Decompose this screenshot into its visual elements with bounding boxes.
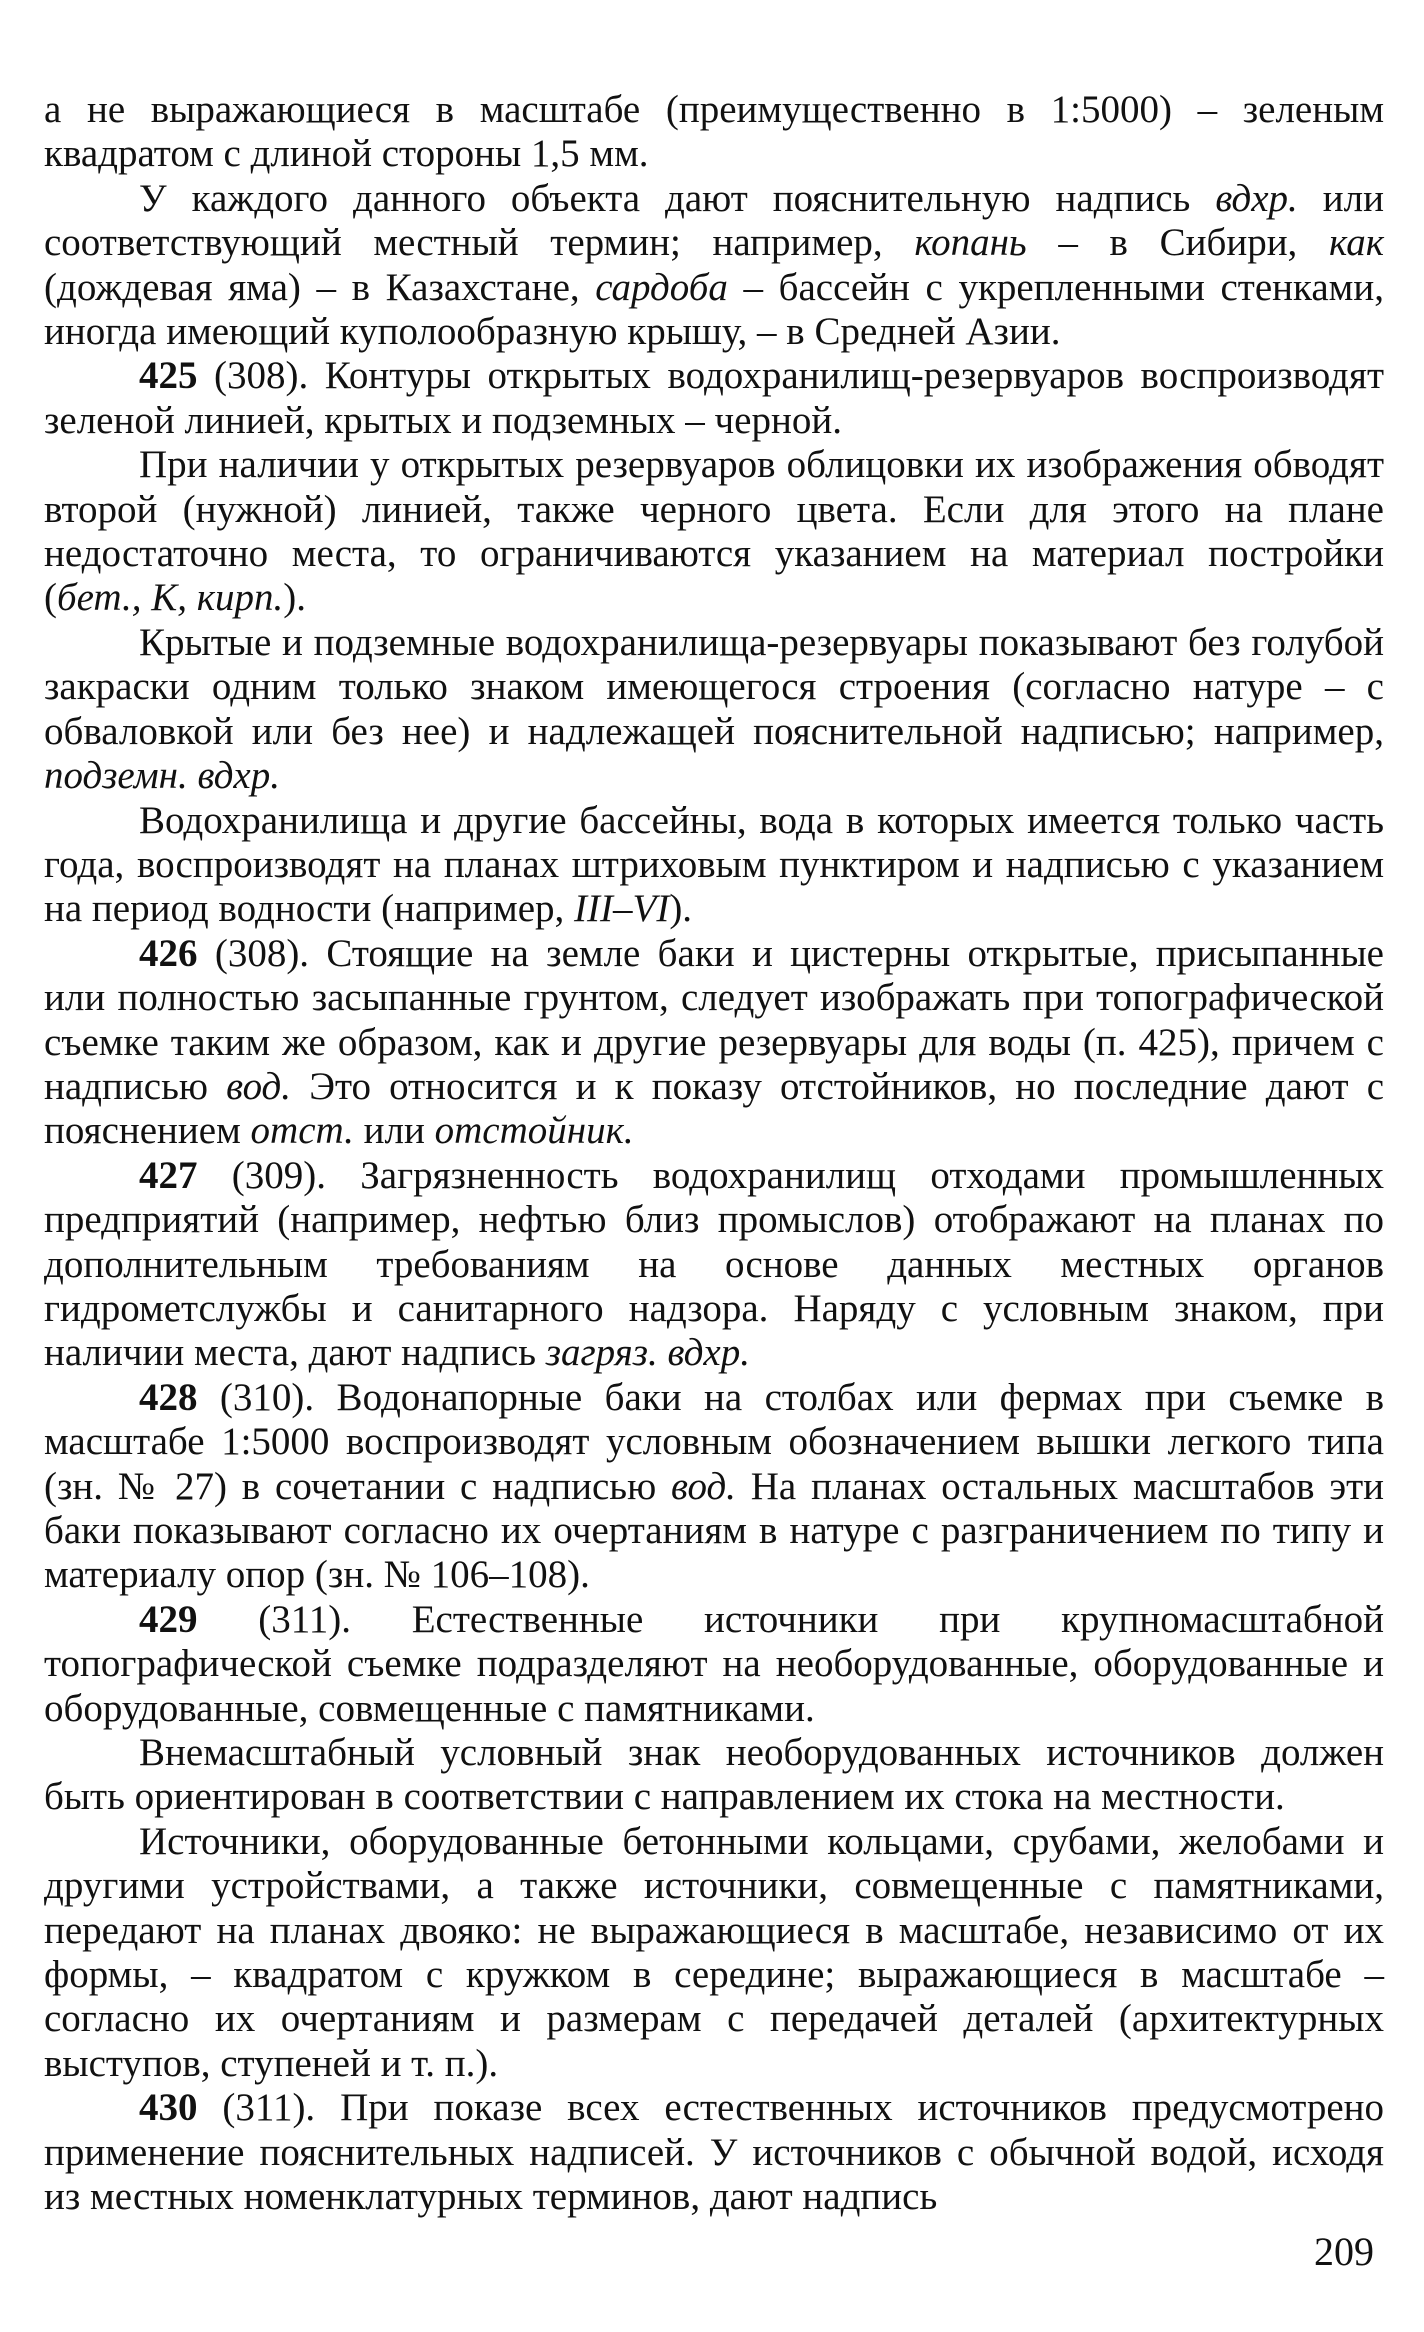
text-run: При наличии у открытых резервуаров облицовки их изображения обводят второй (нужной) линией, также черного цвета. Если для этого на плане недостаточно места, то ограничиваются указанием на материал постройки ( — [44, 443, 1384, 620]
text-run: (310). Водонапорные баки на столбах или фермах при съемке в масштабе 1:5000 воспроизводят условным обозначением вышки легкого типа (зн. № 27) в сочетании с надписью — [44, 1375, 1384, 1508]
italic-term: копань — [914, 221, 1027, 265]
text-run: Это относится и к показу отстойников, но последние дают с пояснением — [44, 1064, 1385, 1153]
text-run: ). — [283, 576, 306, 620]
paragraph — [44, 621, 1384, 799]
section-number: 425 — [139, 354, 198, 398]
text-run: Источники, оборудованные бетонными кольцами, срубами, желобами и другими устройствами, а также источники, совмещенные с памятниками, передают на планах двояко: не выражающиеся в масштабе, независимо от их формы, – квадратом с кружком в середине; выражающиеся в масштабе – согласно их очертаниям и размерам с передачей деталей (архитектурных выступов, ступеней и т. п.). — [44, 1819, 1384, 2085]
paragraph — [44, 1820, 1384, 2086]
italic-term: подземн. вдхр. — [44, 754, 280, 798]
text-run: – бассейн с укрепленными стенками, иногда имеющий куполообразную крышу, – в Средней Азии. — [44, 265, 1384, 354]
italic-term: вод. — [671, 1464, 736, 1508]
paragraph — [44, 177, 1384, 355]
text-run: а не выражающиеся в масштабе (преимущественно в 1:5000) – зеленым квадратом с длиной стороны 1,5 мм. — [44, 88, 1384, 176]
italic-term: отст. — [250, 1109, 354, 1153]
paragraph — [44, 799, 1384, 932]
italic-term: вдхр. — [1215, 176, 1298, 220]
text-run: Внемасштабный условный знак необорудованных источников должен быть ориентирован в соответствии с направлением их стока на местности. — [44, 1731, 1384, 1819]
text-run: (311). При показе всех естественных источников предусмотрено применение пояснительных надписей. У источников с обычной водой, исходя из местных номенклатурных терминов, дают надпись — [44, 2086, 1384, 2219]
page-number: 209 — [1314, 2229, 1374, 2274]
italic-term: загряз. вдхр. — [545, 1331, 750, 1375]
document-body — [44, 88, 1384, 2220]
paragraph — [44, 1376, 1384, 1598]
text-run: или — [353, 1109, 435, 1153]
italic-term: бет., К, кирп. — [57, 576, 284, 620]
section-number: 428 — [139, 1375, 198, 1419]
text-run: На планах остальных масштабов эти баки показывают согласно их очертаниям в натуре с разграничением по типу и материалу опор (зн. № 106–108). — [44, 1464, 1384, 1597]
paragraph — [44, 1154, 1384, 1376]
text-run: Водохранилища и другие бассейны, вода в которых имеется только часть года, воспроизводят на планах штриховым пунктиром и надписью с указанием на период водности (например, — [44, 798, 1384, 931]
paragraph — [44, 2086, 1384, 2219]
paragraph — [44, 1731, 1384, 1820]
text-run: У каждого данного объекта дают пояснительную надпись — [139, 176, 1216, 220]
text-run: ). — [669, 887, 693, 931]
italic-term: III–VI — [574, 887, 670, 931]
text-run: (311). Естественные источники при крупномасштабной топографической съемке подразделяют на необорудованные, оборудованные и оборудованные, совмещенные с памятниками. — [44, 1597, 1384, 1730]
italic-term: как — [1328, 221, 1384, 265]
text-run: Крытые и подземные водохранилища-резервуары показывают без голубой закраски одним только знаком имеющегося строения (согласно натуре – с обваловкой или без нее) и надлежащей пояснительной надписью; например, — [44, 620, 1384, 753]
paragraph — [44, 354, 1384, 443]
text-run: (308). Контуры открытых водохранилищ-резервуаров воспроизводят зеленой линией, крытых и подземных – черной. — [44, 354, 1384, 442]
italic-term: отстойник. — [434, 1109, 634, 1153]
text-run: – в Сибири, — [1026, 221, 1329, 265]
section-number: 427 — [139, 1153, 198, 1197]
paragraph — [44, 88, 1384, 177]
text-run: (309). Загрязненность водохранилищ отходами промышленных предприятий (например, нефтью близ промыслов) отображают на планах по дополнительным требованиям на основе данных местных органов гидрометслужбы и санитарного надзора. Наряду с условным знаком, при наличии места, дают надпись — [44, 1153, 1384, 1375]
italic-term: вод. — [226, 1064, 292, 1108]
italic-term: сардоба — [595, 265, 728, 309]
text-run: или соответствующий местный термин; например, — [44, 176, 1384, 265]
section-number: 430 — [139, 2086, 198, 2130]
paragraph — [44, 443, 1384, 621]
text-run: (дождевая яма) – в Казахстане, — [44, 265, 596, 309]
paragraph — [44, 932, 1384, 1154]
section-number: 429 — [139, 1597, 198, 1641]
section-number: 426 — [139, 931, 198, 975]
paragraph — [44, 1598, 1384, 1731]
text-run: (308). Стоящие на земле баки и цистерны открытые, присыпанные или полностью засыпанные грунтом, следует изображать при топографической съемке таким же образом, как и другие резервуары для воды (п. 425), причем с надписью — [44, 931, 1384, 1108]
